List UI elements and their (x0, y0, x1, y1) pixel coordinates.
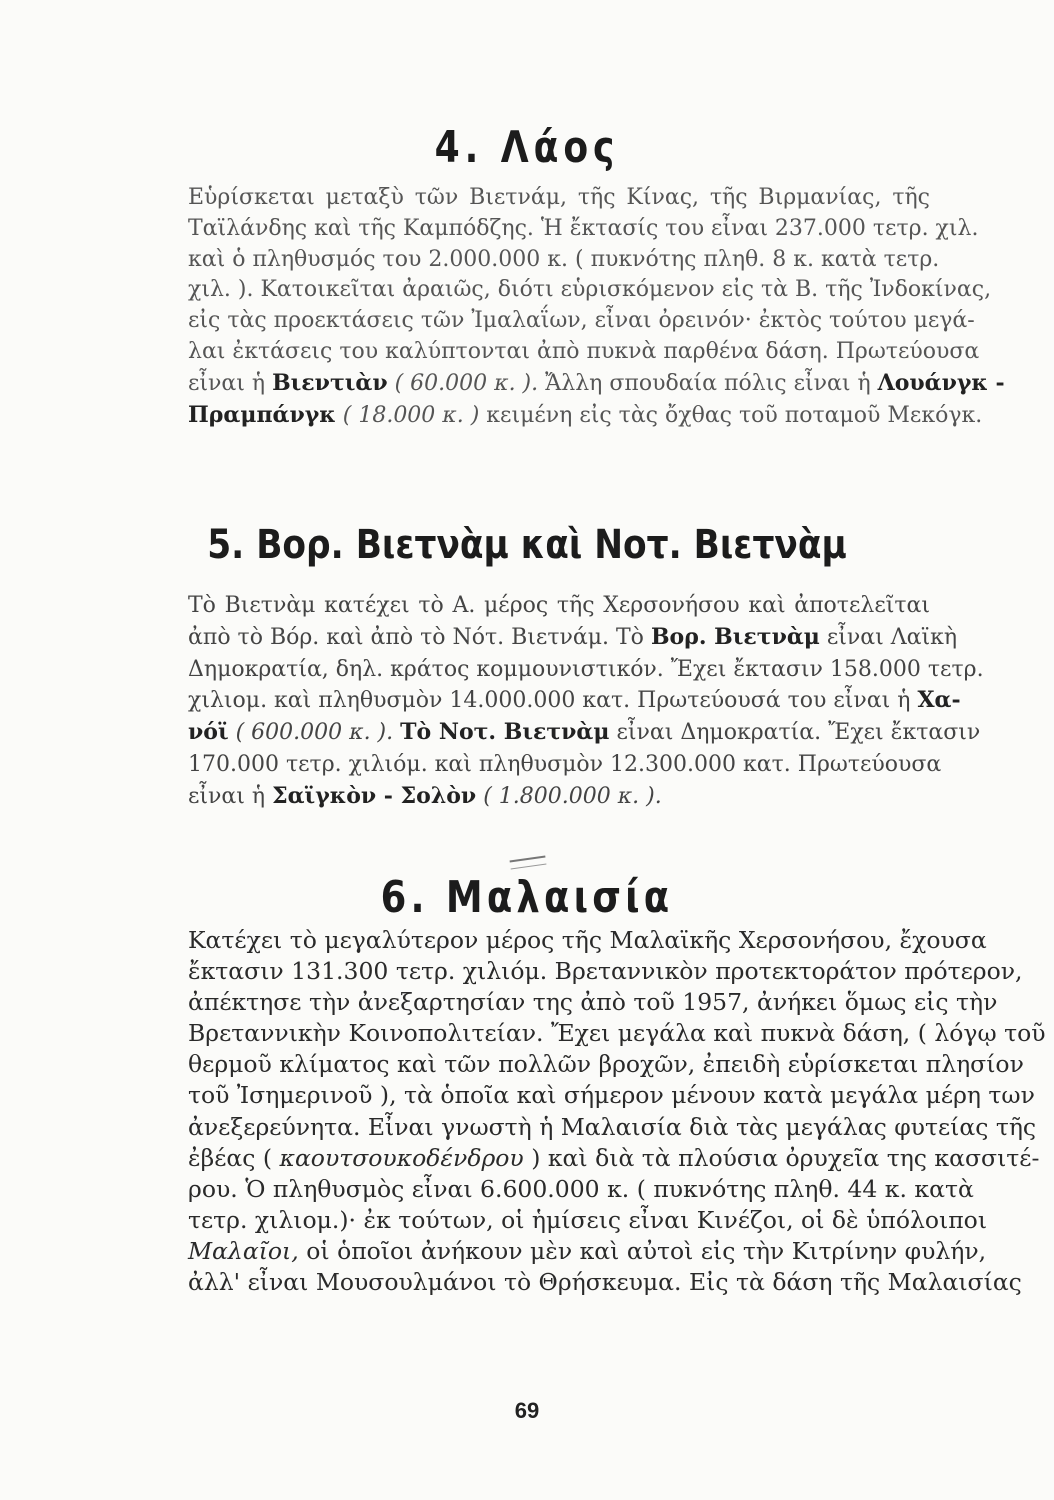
place-name: Πραμπάνγκ (188, 401, 336, 428)
population-note: ( 1.800.000 κ. ). (483, 783, 662, 809)
text-line: Τὸ Βιετνὰμ κατέχει τὸ Α. μέρος τῆς Χερσονήσου καὶ ἀποτελεῖται (188, 593, 930, 618)
place-name: Λουάνγκ - (877, 369, 1005, 396)
text-run: εἶναι Λαϊκὴ (826, 624, 958, 650)
section-vietnam-text (188, 590, 984, 813)
text-line: καὶ ὁ πληθυσμός του 2.000.000 κ. ( πυκνότης πληθ. 8 κ. κατὰ τετρ. (188, 246, 940, 272)
italic-term: καουτσουκοδένδρου (279, 1143, 524, 1172)
page-number: 69 (514, 1398, 540, 1423)
text-line: Βρεταννικὴν Κοινοπολιτείαν. Ἔχει μεγάλα καὶ πυκνὰ δάση, ( λόγῳ τοῦ (188, 1019, 1046, 1048)
section-laos-text (188, 183, 1005, 431)
text-line: Ταϊλάνδης καὶ τῆς Καμπόδζης. Ἡ ἔκτασίς του εἶναι 237.000 τετρ. χιλ. (188, 215, 979, 241)
text-run: εἶναι Δημοκρατία. Ἔχει ἔκτασιν (616, 720, 981, 746)
text-run: οἱ ὁποῖοι ἀνήκουν μὲν καὶ αὐτοὶ εἰς τὴν Κιτρίνην φυλήν, (306, 1236, 987, 1265)
italic-term: Μαλαῖοι, (188, 1236, 299, 1265)
text-line (188, 685, 961, 717)
text-run: Ἄλλη σπουδαία πόλις εἶναι ἡ (545, 370, 871, 396)
text-line: Δημοκρατία, δηλ. κράτος κομμουνιστικόν. Ἔχει ἔκτασιν 158.000 τετρ. (188, 656, 984, 682)
population-note: ( 18.000 κ. ) (342, 402, 480, 428)
text-line: 170.000 τετρ. χιλιόμ. καὶ πληθυσμὸν 12.300.000 κατ. Πρωτεύουσα (188, 751, 942, 777)
text-line (188, 622, 958, 654)
heading-malaysia: 6. Μαλαισία (380, 872, 674, 923)
text-line (188, 717, 981, 749)
section-malaysia-text (188, 925, 1046, 1298)
text-line: τετρ. χιλιομ.)· ἐκ τούτων, οἱ ἡμίσεις εἶναι Κινέζοι, οἱ δὲ ὑπόλοιποι (188, 1205, 988, 1234)
text-line: Εὑρίσκεται μεταξὺ τῶν Βιετνάμ, τῆς Κίνας, τῆς Βιρμανίας, τῆς (188, 185, 930, 210)
text-run: ἀπὸ τὸ Βόρ. καὶ ἀπὸ τὸ Νότ. Βιετνάμ. Τὸ (188, 624, 644, 650)
text-run: εἶναι ἡ (188, 370, 266, 396)
heading-laos: 4. Λάος (434, 122, 620, 173)
text-line: εἰς τὰς προεκτάσεις τῶν Ἰμαλαΐων, εἶναι ὀρεινόν· ἐκτὸς τούτου μεγά- (188, 308, 975, 334)
text-line: τοῦ Ἰσημερινοῦ ), τὰ ὁποῖα καὶ σήμερον μένουν κατὰ μεγάλα μέρη των (188, 1081, 1035, 1110)
population-note: ( 600.000 κ. ). (235, 720, 394, 746)
text-run: χιλιομ. καὶ πληθυσμὸν 14.000.000 κατ. Πρωτεύουσά του εἶναι ἡ (188, 688, 911, 714)
text-line: ἔκτασιν 131.300 τετρ. χιλιόμ. Βρεταννικὸν προτεκτοράτον πρότερον, (188, 957, 1023, 986)
text-line: ἀλλ' εἶναι Μουσουλμάνοι τὸ Θρήσκευμα. Εἰς τὰ δάση τῆς Μαλαισίας (188, 1268, 1022, 1297)
text-run: εἶναι ἡ (188, 783, 266, 809)
text-line: θερμοῦ κλίματος καὶ τῶν πολλῶν βροχῶν, ἐπειδὴ εὑρίσκεται πλησίον (188, 1050, 1024, 1079)
text-line: ἀπέκτησε τὴν ἀνεξαρτησίαν της ἀπὸ τοῦ 1957, ἀνήκει ὅμως εἰς τὴν (188, 988, 998, 1017)
place-name: Τὸ Νοτ. Βιετνὰμ (400, 719, 610, 746)
place-name: Βορ. Βιετνὰμ (650, 623, 820, 650)
text-run: κειμένη εἰς τὰς ὄχθας τοῦ ποταμοῦ Μεκόγκ. (486, 402, 983, 428)
place-name: Βιεντιὰν (272, 369, 388, 396)
text-line (188, 1236, 987, 1267)
text-line (188, 781, 930, 813)
place-name: Σαϊγκὸν - Σολὸν (272, 782, 477, 809)
population-note: ( 60.000 κ. ). (394, 370, 539, 396)
text-line: λαι ἐκτάσεις του καλύπτονται ἀπὸ πυκνὰ παρθένα δάση. Πρωτεύουσα (188, 338, 980, 364)
text-line: ἀνεξερεύνητα. Εἶναι γνωστὴ ἡ Μαλαισία διὰ τὰς μεγάλας φυτείας τῆς (188, 1112, 1037, 1141)
text-line (188, 368, 1005, 400)
place-name: νόϊ (188, 719, 229, 746)
text-line (188, 400, 983, 432)
text-line: Κατέχει τὸ μεγαλύτερον μέρος τῆς Μαλαϊκῆς Χερσονήσου, ἔχουσα (188, 926, 987, 954)
text-line: χιλ. ). Κατοικεῖται ἀραιῶς, διότι εὑρισκόμενον εἰς τὰ Β. τῆς Ἰνδοκίνας, (188, 277, 992, 303)
text-line: ρου. Ὁ πληθυσμὸς εἶναι 6.600.000 κ. ( πυκνότης πληθ. 44 κ. κατὰ (188, 1174, 974, 1203)
place-name: Χα- (917, 687, 961, 714)
text-line (188, 1143, 1040, 1174)
text-run: ἐβέας ( (188, 1143, 273, 1172)
text-run: ) καὶ διὰ τὰ πλούσια ὀρυχεῖα της κασσιτέ- (531, 1143, 1040, 1172)
heading-vietnam: 5. Βορ. Βιετνὰμ καὶ Νοτ. Βιετνὰμ (207, 522, 847, 568)
pencil-mark (510, 856, 547, 870)
